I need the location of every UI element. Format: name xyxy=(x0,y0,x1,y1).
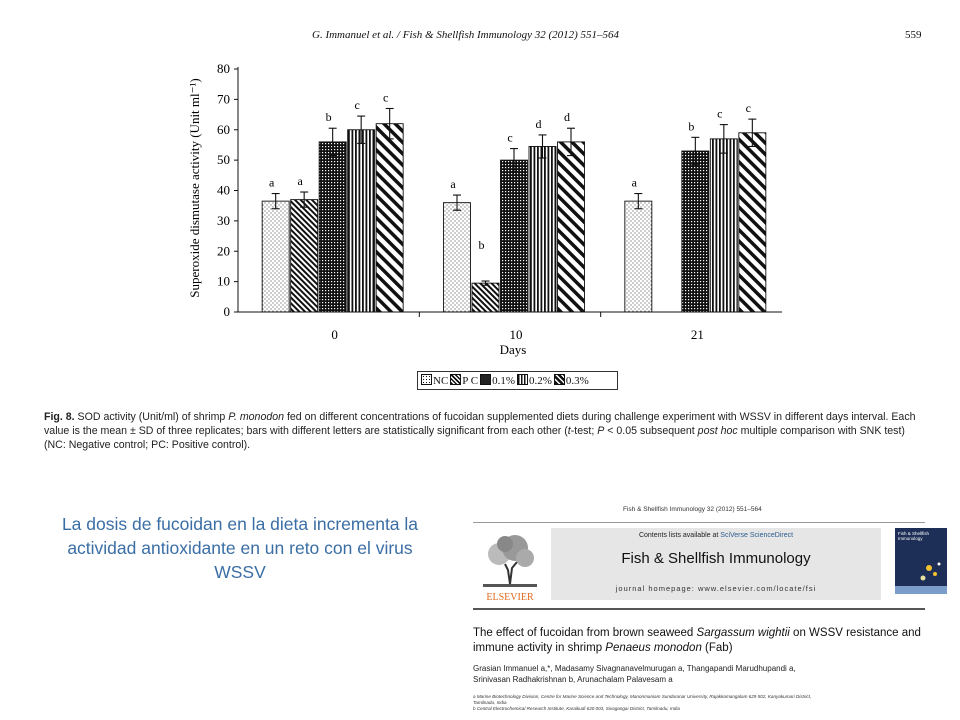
y-tick-label: 0 xyxy=(223,304,230,319)
y-tick-label: 40 xyxy=(217,182,230,198)
bar-01-day0 xyxy=(319,142,346,312)
elsevier-tree-logo xyxy=(475,526,545,606)
spanish-note: La dosis de fucoidan en la dieta incrementa la actividad antioxidante en un reto con el virus WSSV xyxy=(61,514,419,582)
significance-letter: a xyxy=(450,177,456,192)
legend-item-0-2: 0.2% xyxy=(517,374,552,387)
journal-homepage[interactable]: journal homepage: www.elsevier.com/locate/fsi xyxy=(615,584,817,593)
chart-legend xyxy=(417,371,618,390)
bar-nc-day21 xyxy=(625,201,652,312)
bar-01-day21 xyxy=(682,151,709,312)
bar-01-day10 xyxy=(501,160,528,312)
significance-letter: c xyxy=(507,130,513,145)
y-tick-label: 20 xyxy=(217,243,230,259)
article-title: The effect of fucoidan from brown seaweed Sargassum wightii on WSSV resistance and immune activity in shrimp Penaeus monodon (Fab) xyxy=(473,627,921,654)
bar-03-day10 xyxy=(558,142,585,312)
journal-banner xyxy=(551,528,881,600)
significance-letter: a xyxy=(269,175,275,190)
legend-item-pc: P C xyxy=(450,374,478,387)
legend-item-0-3: 0.3% xyxy=(554,374,589,387)
sod-bar-chart xyxy=(180,58,800,358)
y-axis-label: Superoxide dismutase activity (Unit ml⁻¹) xyxy=(187,78,202,298)
contents-line: Contents lists available at SciVerse ScienceDirect xyxy=(638,532,794,539)
y-tick-label: 50 xyxy=(217,152,230,168)
bar-02-day10 xyxy=(529,146,556,312)
divider xyxy=(473,522,925,523)
y-tick-label: 70 xyxy=(217,91,230,107)
sciencedirect-link[interactable]: SciVerse ScienceDirect xyxy=(720,532,794,539)
article-journal-line: Fish & Shellfish Immunology 32 (2012) 551–564 xyxy=(623,506,762,513)
x-tick-label: 0 xyxy=(331,327,338,342)
significance-letter: c xyxy=(354,98,360,113)
y-tick-label: 30 xyxy=(217,212,230,228)
article-affiliations: a Marine Biotechnology Division, Centre for Marine Science and Technology, Manonmaniam Sundaranar University, Rajakkamangalam 629 502, Kanyakumari District, Tamilnadu, India b Central Electrochemical Research Institute, Karaikudi 630 003, Sivagangai District, Tamilnadu, India xyxy=(473,694,812,711)
bar-02-day0 xyxy=(348,130,375,312)
y-tick-label: 80 xyxy=(217,61,230,76)
journal-title: Fish & Shellfish Immunology xyxy=(621,550,811,567)
figure-caption: Fig. 8. SOD activity (Unit/ml) of shrimp P. monodon fed on different concentrations of fucoidan supplemented diets during challenge experiment with WSSV in different days interval. Each value is the mean ± SD of three replicates; bars with different letters are statistically significant from each other (t-test; P < 0.05 subsequent post hoc multiple comparison with SNK test) (NC: Negative control; PC: Positive control). xyxy=(44,411,916,452)
bar-03-day21 xyxy=(739,133,766,312)
significance-letter: b xyxy=(325,110,332,125)
significance-letter: c xyxy=(717,106,723,121)
x-tick-label: 10 xyxy=(509,327,523,342)
bar-nc-day10 xyxy=(444,203,471,312)
significance-letter: b xyxy=(688,119,695,134)
significance-letter: a xyxy=(297,174,303,189)
bar-pc-day0 xyxy=(291,200,318,312)
legend-item-nc: NC xyxy=(421,374,448,387)
journal-cover: Fish & Shellfish Immunology xyxy=(895,528,947,594)
y-tick-label: 60 xyxy=(217,121,230,137)
bar-pc-day10 xyxy=(472,283,499,312)
x-axis-label: Days xyxy=(499,342,527,357)
divider xyxy=(473,608,925,610)
article-authors: Grasian Immanuel a,*, Madasamy Sivagnanavelmurugan a, Thangapandi Marudhupandi a, Srinivasan Radhakrishnan b, Arunachalam Palavesam a xyxy=(473,664,796,684)
significance-letter: c xyxy=(745,101,751,116)
bar-nc-day0 xyxy=(262,201,289,312)
legend-item-0-1: 0.1% xyxy=(480,374,515,387)
significance-letter: b xyxy=(478,238,485,253)
article-header-snapshot xyxy=(473,502,930,717)
significance-letter: d xyxy=(564,110,570,125)
significance-letter: c xyxy=(383,90,389,105)
x-tick-label: 21 xyxy=(690,327,704,342)
significance-letter: a xyxy=(631,175,637,190)
running-head: G. Immanuel et al. / Fish & Shellfish Immunology 32 (2012) 551–564 xyxy=(312,29,620,41)
svg-text:ELSEVIER: ELSEVIER xyxy=(486,592,534,603)
y-tick-label: 10 xyxy=(217,273,230,289)
page-number: 559 xyxy=(905,29,922,41)
significance-letter: d xyxy=(535,116,542,131)
bar-03-day0 xyxy=(376,124,403,312)
bar-02-day21 xyxy=(710,139,737,312)
